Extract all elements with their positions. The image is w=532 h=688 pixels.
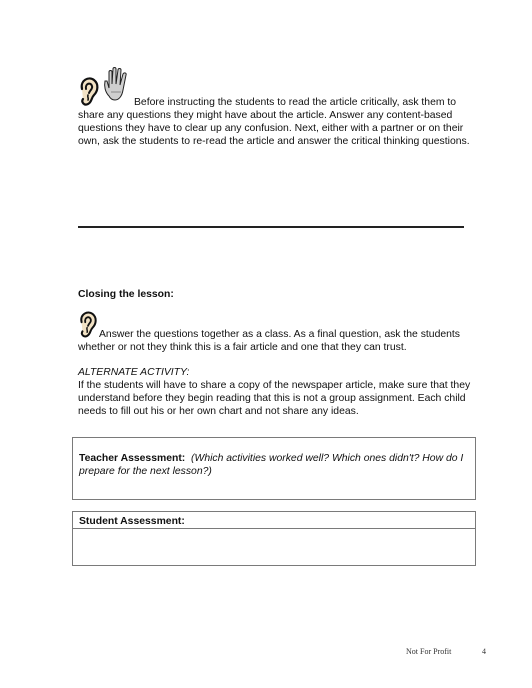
horizontal-divider (78, 226, 464, 228)
teacher-assessment-prompt-1: (Which activities worked well? Which ones didn't? How do I (191, 453, 464, 464)
instruction-line-3: questions they have to clear up any confusion. Next, either with a partner or on their (78, 123, 464, 134)
page-number: 4 (482, 647, 486, 656)
student-assessment-label: Student Assessment: (79, 516, 185, 527)
student-assessment-box[interactable] (72, 511, 476, 566)
teacher-assessment-label: Teacher Assessment: (79, 453, 186, 464)
footer-text: Not For Profit (406, 647, 452, 656)
closing-heading: Closing the lesson: (78, 289, 174, 300)
closing-line-2: whether or not they think this is a fair article and one that they can trust. (78, 342, 407, 353)
alternate-line-2: understand before they begin reading that this is not a group assignment. Each child (78, 393, 466, 404)
instruction-line-2: share any questions they might have about the article. Answer any content-based (78, 110, 453, 121)
teacher-assessment-box[interactable] (72, 437, 476, 500)
student-assessment-divider (73, 528, 475, 529)
instruction-line-1: Before instructing the students to read the article critically, ask them to (134, 97, 457, 108)
alternate-line-1: If the students will have to share a copy of the newspaper article, make sure that they (78, 380, 471, 391)
instruction-line-4: own, ask the students to re-read the article and answer the critical thinking questions. (78, 136, 470, 147)
alternate-activity-heading: ALTERNATE ACTIVITY: (78, 367, 190, 378)
teacher-assessment-prompt-2: prepare for the next lesson?) (79, 466, 212, 477)
alternate-line-3: needs to fill out his or her own chart and not share any ideas. (78, 406, 359, 417)
closing-line-1: Answer the questions together as a class. As a final question, ask the students (99, 329, 460, 340)
